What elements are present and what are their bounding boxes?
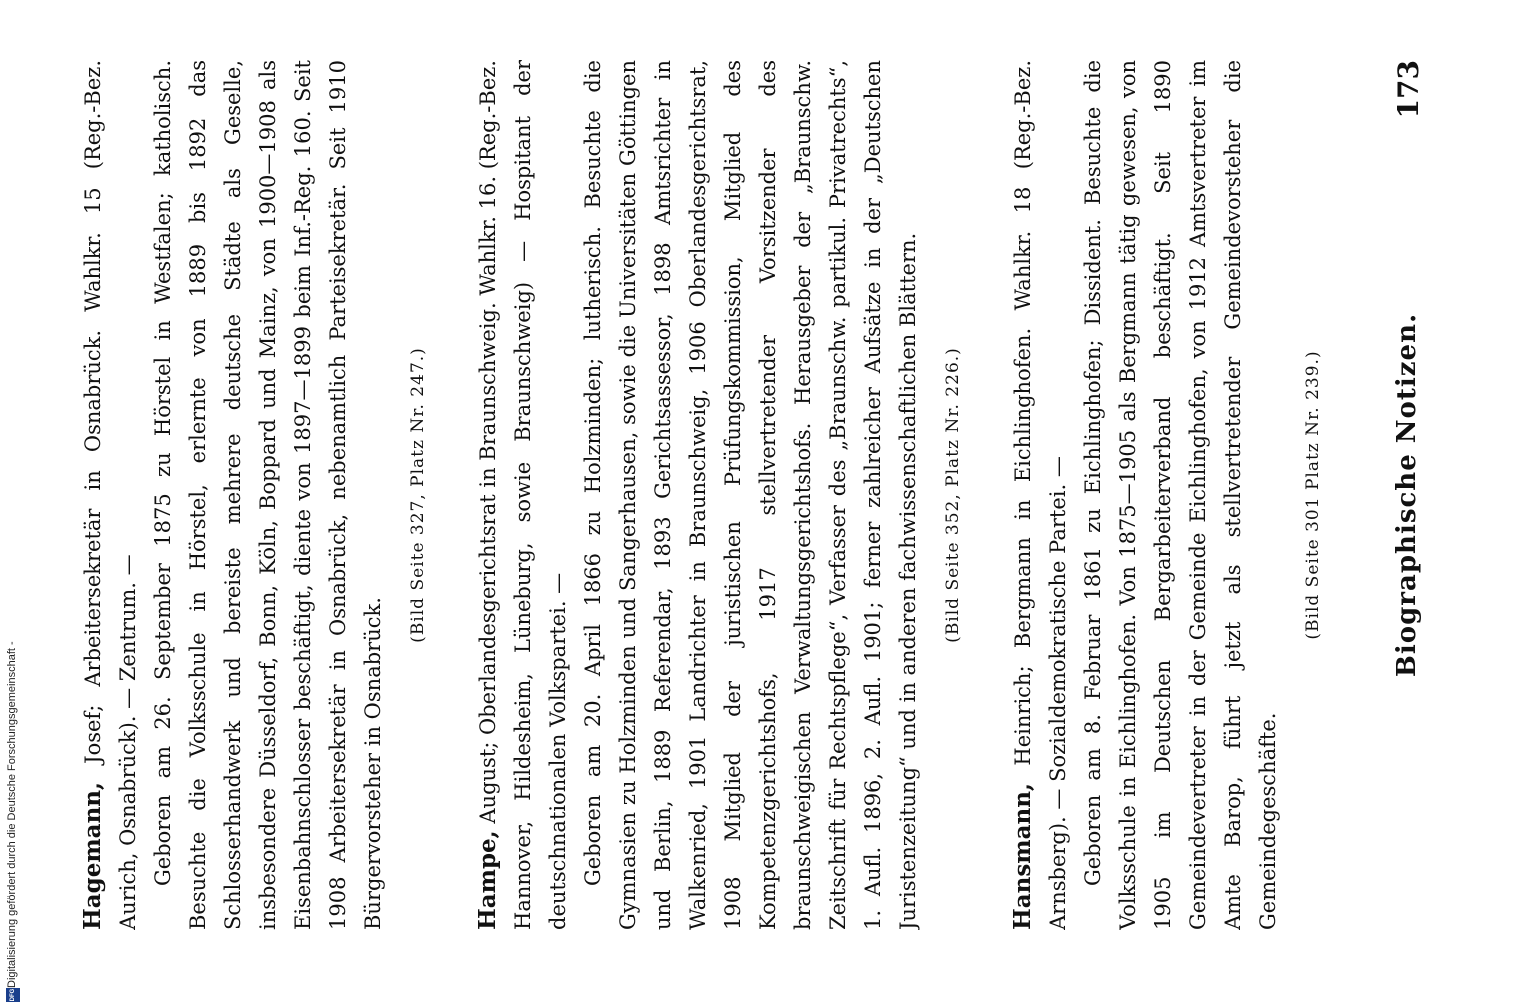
biography-entry bbox=[1005, 60, 1331, 930]
entry-image-reference: (Bild Seite 352, Platz Nr. 226.) bbox=[943, 347, 963, 643]
digitization-note: Digitalisierung gefördert durch die Deutsche Forschungsgemeinschaft - bbox=[6, 641, 18, 988]
entry-name: Hampe, bbox=[474, 830, 501, 930]
entry-body: Geboren am 26. September 1875 zu Hörstel in Westfalen; katholisch. Besuchte die Volksschule in Hörstel, erlernte von 1889 bis 1892 das Schlosserhandwerk und bereiste mehrere deutsche Städte als Geselle, insbesondere Düsseldorf, Bonn, Köln, Boppard und Mainz, von 1900—1908 als Eisenbahnschlosser beschäftigt, diente von 1897—1899 beim Inf.-Reg. 160. Seit 1908 Arbeitersekretär in Osnabrück, nebenamtlich Parteisekretär. Seit 1910 Bürgervorsteher in Osnabrück. bbox=[151, 60, 385, 930]
digitization-footer bbox=[6, 0, 24, 1000]
header-title: Biographische Notizen. bbox=[1392, 312, 1422, 678]
entry-headline-text: August; Oberlandesgerichtsrat in Braunschweig. Wahlkr. 16. (Reg.-Bez. Hannover, Hildesheim, Lüneburg, sowie Braunschweig) — Hospitant der deutschnationalen Volkspartei. — bbox=[476, 60, 570, 930]
biography-entry bbox=[75, 60, 436, 930]
entry-headline bbox=[1005, 60, 1076, 930]
entry-name: Hansmann, bbox=[1009, 783, 1036, 930]
entry-body: Geboren am 8. Februar 1861 zu Eichlinghofen; Dissident. Besuchte die Volksschule in Eichlinghofen. Von 1875—1905 als Bergmann tätig gewesen, von 1905 im Deutschen Bergarbeiterverband beschäftigt. Seit 1890 Gemeindevertreter in der Gemeinde Eichlinghofen, von 1912 Amtsvertreter im Amte Barop, führt jetzt als stellvertretender Gemeindevorsteher die Gemeindegeschäfte. bbox=[1081, 60, 1280, 930]
entry-image-reference: (Bild Seite 301 Platz Nr. 239.) bbox=[1303, 350, 1323, 640]
page-content bbox=[75, 60, 1365, 930]
entry-body: Geboren am 20. April 1866 zu Holzminden; lutherisch. Besuchte die Gymnasien zu Holzminden und Sangerhausen, sowie die Universitäten Göttingen und Berlin, 1889 Referendar, 1893 Gerichtsassessor, 1898 Amtsrichter in Walkenried, 1901 Landrichter in Braunschweig, 1906 Oberlandesgerichtsrat, 1908 Mitglied der juristischen Prüfungskommission, Mitglied des Kompetenzgerichtshofs, 1917 stellvertretender Vorsitzender des braunschweigischen Verwaltungsgerichtshofs. Herausgeber der „Braunschw. Zeitschrift für Rechtspflege“, Verfasser des „Braunschw. partikul. Privatrechts“, 1. Aufl. 1896, 2. Aufl. 1901; ferner zahlreicher Aufsätze in der „Deutschen Juristenzeitung“ und in anderen fachwissenschaftlichen Blättern. bbox=[581, 60, 920, 930]
entry-headline bbox=[470, 60, 576, 930]
page-number: 173 bbox=[1392, 60, 1425, 119]
entry-name: Hagemann, bbox=[79, 781, 106, 930]
entry-headline-text: Heinrich; Bergmann in Eichlinghofen. Wahlkr. 18 (Reg.-Bez. Arnsberg). — Sozialdemokratische Partei. — bbox=[1011, 60, 1070, 930]
biography-entry bbox=[470, 60, 971, 930]
dfg-logo: DFG bbox=[6, 988, 20, 1002]
entry-image-reference: (Bild Seite 327, Platz Nr. 247.) bbox=[408, 347, 428, 643]
entry-headline-text: Josef; Arbeitersekretär in Osnabrück. Wahlkr. 15 (Reg.-Bez. Aurich, Osnabrück). — Zentrum. — bbox=[81, 60, 140, 930]
entry-headline bbox=[75, 60, 146, 930]
